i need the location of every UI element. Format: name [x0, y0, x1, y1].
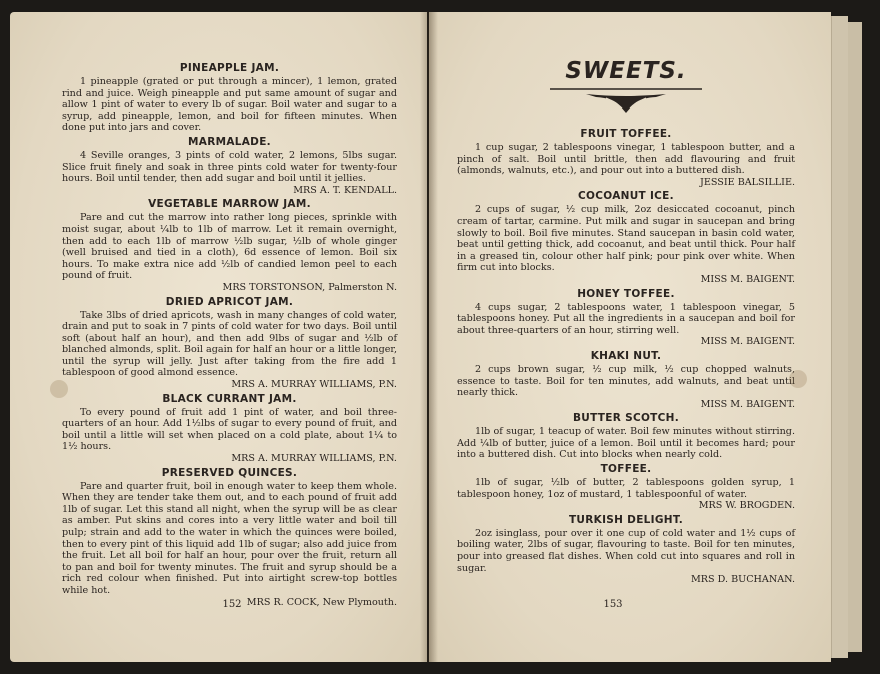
- recipe: [457, 188, 795, 285]
- recipe-attribution: MRS W. BROGDEN.: [698, 500, 795, 512]
- recipe-attribution: MRS A. T. KENDALL.: [293, 184, 397, 196]
- page-number: 153: [603, 599, 623, 610]
- right-recipe-list: [457, 126, 795, 586]
- page-number: 152: [222, 599, 242, 610]
- left-recipe-list: [62, 60, 397, 608]
- recipe-body: To every pound of fruit add 1 pint of water, and boil three-quarters of an hour. Add 1½lbs of sugar to every pound of fruit, and boil until a little will set when placed on a cold plate, about 1¼ to 1½ hours.: [62, 406, 397, 453]
- recipe-title: PINEAPPLE JAM.: [179, 62, 280, 74]
- recipe-attribution: JESSIE BALSILLIE.: [700, 176, 795, 188]
- recipe-title: PRESERVED QUINCES.: [161, 466, 298, 479]
- book-gutter: [420, 12, 438, 662]
- page-edge: [831, 16, 848, 658]
- recipe-body: 1 pineapple (grated or put through a mincer), 1 lemon, grated rind and juice. Weigh pineapple and put same amount of sugar and allow 1 pint of water to every lb of sugar. Boil water and sugar to a syrup, add pineapple, lemon, and boil for fifteen minutes. When done put into jars and cover.: [62, 76, 397, 134]
- recipe-body: 1lb of sugar, 1 teacup of water. Boil few minutes without stirring. Add ¼lb of butter, juice of a lemon. Boil until it becomes hard; pour into a buttered dish. Cut into blocks when nearly cold.: [457, 426, 795, 461]
- recipe: [457, 348, 795, 410]
- recipe: [457, 126, 795, 188]
- recipe: [62, 134, 397, 196]
- recipe-body: Pare and cut the marrow into rather long pieces, sprinkle with moist sugar, about ¼lb to 1lb of marrow. Let it remain overnight, then add to each 1lb of marrow ½lb sugar, ½lb of whole ginger (well bruised and tied in a cloth), 6d essence of lemon. Boil six hours. To make extra nice add ½lb of candied lemon peel to each pound of fruit.: [62, 212, 397, 282]
- recipe-title: TOFFEE.: [600, 463, 652, 476]
- recipe-body: Take 3lbs of dried apricots, wash in many changes of cold water, drain and put to soak in 7 pints of cold water for two days. Boil until soft (about half an hour), and then add 9lbs of sugar and ½lb of blanched almonds, split. Boil again for half an hour or a little longer, until the syrup will jelly. Just after taking from the fire add 1 tablespoon of good almond essence.: [62, 309, 397, 379]
- recipe-body: 2 cups brown sugar, ½ cup milk, ½ cup chopped walnuts, essence to taste. Boil for ten minutes, add walnuts, and beat until nearly thick.: [457, 363, 795, 399]
- recipe: [457, 286, 795, 348]
- recipe-attribution: MRS D. BUCHANAN.: [690, 574, 795, 586]
- recipe-body: 1lb of sugar, ½lb of butter, 2 tablespoons golden syrup, 1 tablespoon honey, 1oz of mustard, 1 tablespoonful of water.: [457, 477, 795, 500]
- right-page: [429, 12, 831, 662]
- recipe-title: MARMALADE.: [188, 135, 271, 148]
- ornament-icon: [546, 86, 706, 116]
- recipe-body: 1 cup sugar, 2 tablespoons vinegar, 1 tablespoon butter, and a pinch of salt. Boil until brittle, then add flavouring and fruit (almonds, walnuts, etc.), and pour out into a buttered dish.: [457, 142, 795, 177]
- recipe-body: Pare and quarter fruit, boil in enough water to keep them whole. When they are tender take them out, and to each pound of fruit add 1lb of sugar. Let this stand all night, when the syrup will be as clear as amber. Put skins and cores into a very little water and boil till pulp; strain and add to the water in which the quinces were boiled, then to every pint of this liquid add 1lb of sugar; also add juice from the fruit. Let all boil for half an hour, pour over the fruit, return all to pan and boil for twenty minutes. The fruit and syrup should be a rich red colour when finished. Put into airtight screw-top bottles while hot.: [62, 480, 397, 596]
- recipe: [62, 196, 397, 293]
- recipe-title: BLACK CURRANT JAM.: [162, 392, 297, 405]
- recipe-attribution: MISS M. BAIGENT.: [700, 273, 795, 285]
- recipe: [62, 60, 397, 134]
- recipe-title: FRUIT TOFFEE.: [580, 128, 672, 140]
- recipe-title: TURKISH DELIGHT.: [568, 513, 684, 526]
- recipe: [62, 391, 397, 465]
- recipe-attribution: MRS A. MURRAY WILLIAMS, P.N.: [231, 379, 397, 391]
- recipe: [62, 294, 397, 391]
- section-title: SWEETS.: [565, 58, 687, 84]
- recipe-attribution: MRS TORSTONSON, Palmerston N.: [222, 281, 397, 293]
- recipe-title: HONEY TOFFEE.: [577, 287, 675, 300]
- section-header: [457, 58, 795, 116]
- stain: [50, 380, 68, 398]
- recipe: [62, 465, 397, 609]
- open-book: [10, 12, 868, 664]
- recipe: [457, 461, 795, 512]
- recipe-attribution: MISS M. BAIGENT.: [700, 398, 795, 410]
- recipe-body: 4 cups sugar, 2 tablespoons water, 1 tablespoon vinegar, 5 tablespoons honey. Put all the ingredients in a saucepan and boil for about three-quarters of an hour, stirring well.: [457, 301, 795, 336]
- recipe-attribution: MRS A. MURRAY WILLIAMS, P.N.: [231, 453, 397, 465]
- recipe-title: BUTTER SCOTCH.: [572, 412, 680, 425]
- recipe-body: 2oz isinglass, pour over it one cup of cold water and 1½ cups of boiling water, 2lbs of sugar, flavouring to taste. Boil for ten minutes, pour into greased flat dishes. When cold cut into squares and roll in sugar.: [457, 527, 795, 574]
- recipe: [457, 410, 795, 461]
- recipe-body: 2 cups of sugar, ½ cup milk, 2oz desiccated cocoanut, pinch cream of tartar, carmine. Put milk and sugar in saucepan and bring slowly to boil. Boil five minutes. Stand saucepan in basin cold water, beat until getting thick, add cocoanut, and beat until thick. Pour half in a greased tin, colour other half pink; pour pink over white. When firm cut into blocks.: [457, 204, 795, 274]
- recipe-title: DRIED APRICOT JAM.: [165, 295, 294, 308]
- left-page: [10, 12, 427, 662]
- recipe-body: 4 Seville oranges, 3 pints of cold water, 2 lemons, 5lbs sugar. Slice fruit finely and soak in three pints cold water for twenty-four hours. Boil until tender, then add sugar and boil until it jellies.: [62, 149, 397, 185]
- page-edge: [847, 22, 862, 652]
- recipe-attribution: MRS R. COCK, New Plymouth.: [246, 596, 397, 608]
- recipe-title: VEGETABLE MARROW JAM.: [148, 198, 311, 211]
- stain: [789, 370, 807, 388]
- recipe-title: COCOANUT ICE.: [578, 190, 674, 203]
- recipe: [457, 512, 795, 586]
- recipe-attribution: MISS M. BAIGENT.: [700, 336, 795, 348]
- recipe-title: KHAKI NUT.: [590, 349, 662, 362]
